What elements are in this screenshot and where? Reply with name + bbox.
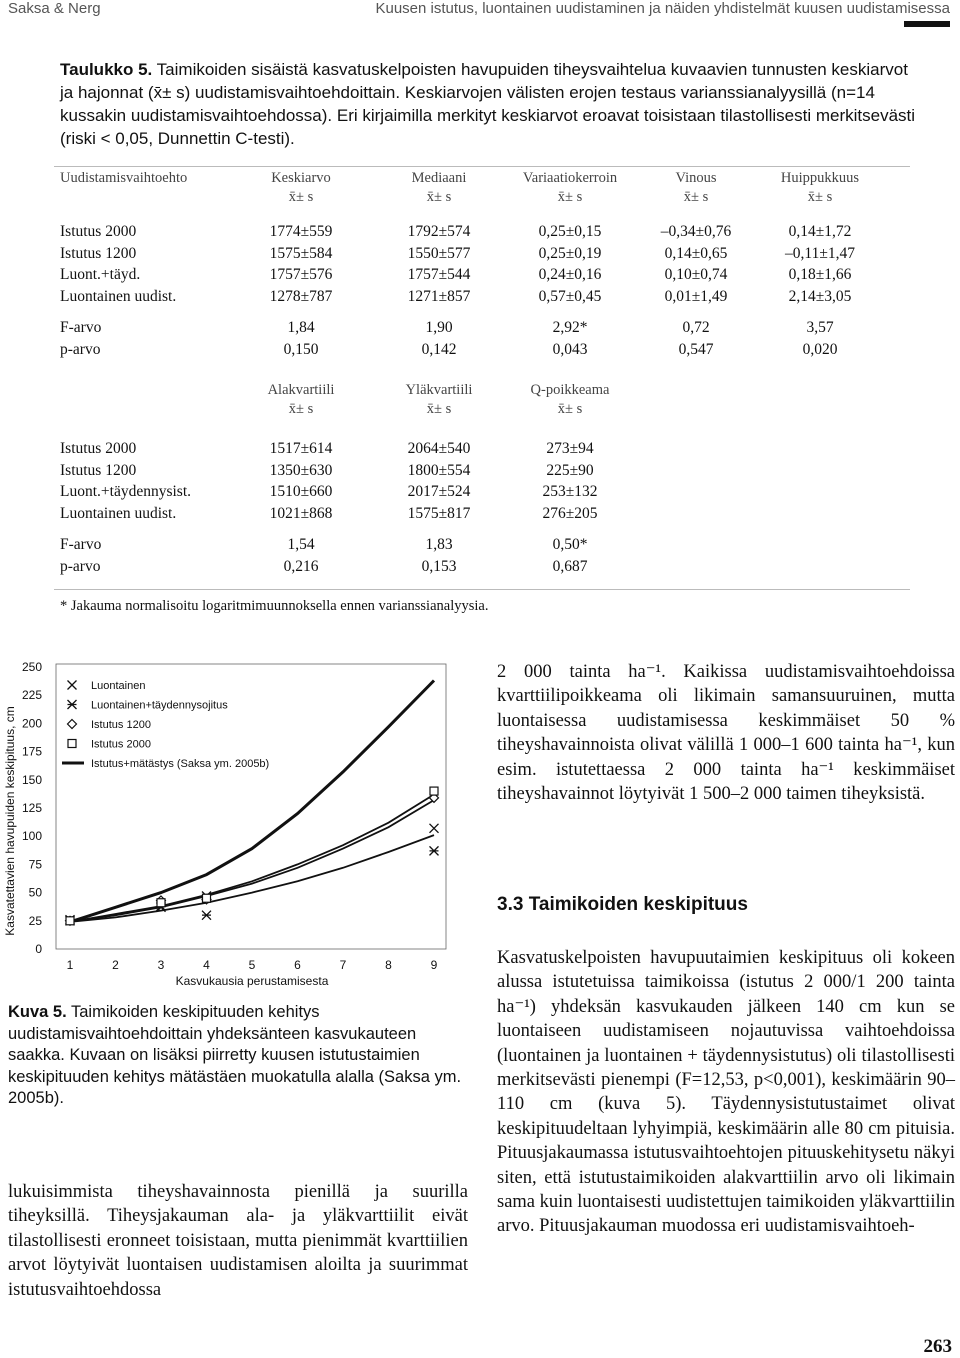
table-cell: 1517±614: [269, 440, 333, 457]
table-cell: 0,72: [682, 319, 710, 336]
table-cell: 0,57±0,45: [538, 287, 602, 305]
y-tick-label: 0: [35, 942, 42, 956]
table-row: [60, 243, 880, 265]
table-row: [60, 221, 880, 243]
table-cell: Istutus 2000: [60, 440, 137, 457]
table-row: [60, 481, 632, 503]
table-cell: Luont.+täydennysist.: [60, 483, 192, 500]
table-cell: 0,020: [802, 340, 838, 358]
page-number: 263: [923, 1336, 952, 1357]
data-point-square: [430, 787, 438, 795]
table-cell: 1510±660: [269, 483, 333, 500]
table-2: [60, 381, 632, 577]
table-cell: –0,34±0,76: [660, 223, 732, 240]
x-tick-label: 1: [66, 958, 74, 972]
table-caption-label: Taulukko 5.: [60, 60, 153, 79]
y-axis-label: Kasvatettavien havupuiden keskipituus, cm: [3, 706, 17, 936]
section-title: 3.3 Taimikoiden keskipituus: [497, 894, 748, 915]
table-caption: [60, 58, 920, 150]
body-text-right-1: 2 000 tainta ha⁻¹. Kaikissa uudistamisvaihtoehdoissa kvarttiilipoikkeama oli likimain samansuuruinen, mutta luontaisessa uudistamisessa keskimmäiset 50 % tiheyshavainnoista olivat välillä 1 000–1 600 tainta ha⁻¹, kun esim. istutettaessa 2 000 tainta ha⁻¹ keskimmäiset tiheyshavainnot löytyivät 1 500–2 000 taimen tiheyksistä.: [497, 662, 955, 805]
table-row: [60, 286, 880, 308]
data-point-square: [157, 899, 165, 907]
table-cell: 1792±574: [407, 223, 471, 240]
data-point-star: [68, 700, 77, 709]
y-tick-label: 50: [28, 885, 42, 900]
table-cell: 0,216: [283, 557, 319, 575]
table-1-subheader: x̄± s: [683, 189, 709, 205]
table-cell: 2,92*: [552, 319, 588, 336]
table-cell: 1757±544: [407, 266, 471, 283]
table-cell: Istutus 2000: [60, 223, 137, 240]
table-cell: 1774±559: [269, 223, 333, 240]
x-axis-label: Kasvukausia perustamisesta: [175, 974, 329, 988]
figure-caption-text: Taimikoiden keskipituuden kehitys uudistamisvaihtoehdoittain yhdeksänteen kasvukauteen saakka. Kuvaan on lisäksi piirretty kuusen istutustaimien keskipituuden kehitys mätästäen muokatulla alalla (Saksa ym. 2005b).: [8, 1003, 462, 1107]
data-point-square: [203, 894, 211, 902]
table-cell: 2,14±3,05: [788, 287, 852, 305]
table-cell: 0,24±0,16: [538, 266, 602, 283]
table-1-subheader: x̄± s: [288, 189, 314, 205]
running-header-title: Kuusen istutus, luontainen uudistaminen ja näiden yhdistelmät kuusen uudistamisessa: [375, 0, 950, 17]
table-cell: 0,01±1,49: [664, 287, 728, 305]
table-cell: 1350±630: [269, 461, 333, 479]
table-cell: Istutus 1200: [60, 461, 137, 479]
table-1-subheader: x̄± s: [426, 189, 452, 205]
table-row: [60, 503, 632, 525]
data-point-x: [68, 681, 77, 690]
legend-label: Luontainen: [91, 680, 146, 692]
body-text-right-2: Kasvatuskelpoisten havupuutaimien keskipituus oli kokeen alussa istutetuissa taimikoissa (istutus 2 000/1 200 tainta ha⁻¹) yhdeksän kasvukauden jälkeen 140 cm kun se luontaiseen uudistamiseen nojautuvissa vaihtoehdoissa (luontainen ja luontainen + täydennysistutus) oli tilastollisesti merkitsevästi pienempi (F=12,53, p<0,001), keskimäärin 90–110 cm (kuva 5). Täydennysistutustaimet olivat keskipituudeltaan lyhyimpiä, keskimäärin alle 80 cm pituisia. Pituusjakaumassa istutusvaihtoehtojen pituuskehitysetu näkyi siten, että istutustaimikoiden alakvarttiilin arvo oli likimain sama kuin luontaisesti uudistettujen taimikoiden yläkvarttiilin arvo. Pituusjakauman muodossa eri uudistamisvaihtoeh-: [497, 948, 955, 1237]
table-cell: 0,14±0,65: [664, 244, 728, 262]
table-1-header: Vinous: [675, 170, 717, 186]
table-cell: 0,25±0,15: [538, 223, 602, 240]
x-tick-label: 5: [248, 958, 256, 972]
x-tick-label: 9: [430, 958, 438, 972]
legend-label: Istutus 1200: [91, 719, 151, 731]
table-cell: 276±205: [542, 504, 598, 522]
body-text-left: lukuisimmista tiheyshavainnosta pienillä ja suurilla tiheyksillä. Tiheysjakauman ala- ja yläkvarttiilit eivät tilastollisesti eronneet toisistaan, mutta pienimmät kvarttiilien arvot löytyivät luontaisen uudistamisen aloilta ja suurimmat istutusvaihtoehdossa: [8, 1182, 468, 1300]
table-stat-row: [60, 556, 632, 578]
data-point-diamond: [68, 720, 77, 729]
figure-caption: [8, 1002, 468, 1110]
table-cell: 1278±787: [269, 287, 333, 305]
table-cell: 0,547: [678, 340, 714, 358]
table-cell: 273±94: [546, 440, 594, 457]
table-cell: 0,153: [421, 557, 457, 575]
table-1-subheader: [60, 188, 232, 207]
table-cell: 0,25±0,19: [538, 244, 602, 262]
table-cell: 1,90: [425, 319, 453, 336]
series-line-reference: [70, 681, 434, 922]
data-point-square: [66, 917, 74, 925]
y-tick-label: 175: [21, 744, 42, 759]
y-tick-label: 150: [21, 772, 42, 787]
x-tick-label: 4: [203, 958, 210, 972]
table-cell: 1800±554: [407, 461, 471, 479]
table-1-subheader: x̄± s: [807, 189, 833, 205]
table-1-subheader: x̄± s: [557, 189, 583, 205]
table-cell: 1,83: [425, 536, 453, 553]
data-point-star: [430, 846, 439, 855]
x-tick-label: 8: [385, 958, 392, 972]
table-2-header: Yläkvartiili: [405, 382, 473, 398]
table-cell: 2064±540: [407, 440, 471, 457]
table-cell: 0,142: [421, 340, 457, 358]
y-tick-label: 75: [28, 857, 42, 872]
table-cell: Luont.+täyd.: [60, 266, 141, 283]
table-cell: 1575±584: [269, 244, 333, 262]
data-point-x: [430, 824, 439, 833]
table-2-header: Alakvartiili: [267, 382, 335, 398]
legend-label: Istutus+mätästys (Saksa ym. 2005b): [91, 758, 270, 770]
table-stat-row: [60, 534, 632, 556]
table-bottom-rule: [54, 589, 910, 590]
table-stat-row: [60, 317, 880, 339]
table-caption-text: Taimikoiden sisäistä kasvatuskelpoisten havupuiden tiheysvaihtelua kuvaavien tunnusten keskiarvot ja hajonnat (x̄± s) uudistamisvaihtoehdoittain. Keskiarvojen välisten erojen testaus varianssianalyysillä (n=14 kussakin uudistamisvaihtoehdossa). Eri kirjaimilla merkityt keskiarvot eroavat toisistaan tilastollisesti merkitsevästi (riski < 0,05, Dunnettin C-testi).: [60, 60, 916, 148]
x-tick-label: 3: [157, 958, 165, 972]
table-1-header-row: [60, 169, 880, 188]
height-chart: [0, 650, 470, 995]
table-cell: 0,687: [552, 557, 588, 575]
table-2-subheader: [60, 400, 232, 419]
table-1-header: Mediaani: [411, 170, 467, 186]
table-row: [60, 264, 880, 286]
y-tick-label: 200: [21, 716, 42, 731]
x-tick-label: 7: [339, 958, 347, 972]
table-2-header: Q-poikkeama: [530, 382, 610, 398]
table-cell: 2017±524: [407, 483, 471, 500]
table-cell: 1021±868: [269, 504, 333, 522]
table-cell: F-arvo: [60, 536, 102, 553]
table-cell: 0,10±0,74: [664, 266, 728, 283]
table-top-rule: [54, 166, 910, 167]
table-cell: 225±90: [546, 461, 594, 479]
table-2-subheader: x̄± s: [288, 401, 314, 417]
y-tick-label: 225: [21, 688, 42, 703]
table-cell: Luontainen uudist.: [60, 287, 177, 305]
table-cell: 1271±857: [407, 287, 471, 305]
table-cell: 1575±817: [407, 504, 471, 522]
table-footnote: * Jakauma normalisoitu logaritmimuunnoksella ennen varianssianalyysia.: [60, 598, 489, 614]
table-2-header-row: [60, 381, 632, 400]
table-1-subheader-row: [60, 188, 880, 207]
table-cell: 0,043: [552, 340, 588, 358]
header-bar: [904, 21, 950, 27]
table-stat-row: [60, 339, 880, 361]
table-cell: 1550±577: [407, 244, 471, 262]
table-cell: 253±132: [542, 483, 598, 500]
table-cell: –0,11±1,47: [785, 244, 855, 262]
table-2-header: [60, 381, 232, 400]
table-1: [60, 169, 880, 360]
table-cell: p-arvo: [60, 557, 101, 575]
table-cell: 0,50*: [552, 536, 588, 553]
y-tick-label: 25: [28, 913, 42, 928]
table-2-subheader: x̄± s: [426, 401, 452, 417]
running-header-authors: Saksa & Nerg: [8, 0, 101, 17]
table-cell: 1,84: [287, 319, 315, 336]
legend-label: Luontainen+täydennysojitus: [91, 699, 228, 712]
table-cell: p-arvo: [60, 340, 101, 358]
table-2-subheader: x̄± s: [557, 401, 583, 417]
table-cell: 3,57: [806, 319, 834, 336]
table-cell: 1757±576: [269, 266, 333, 283]
table-2-subheader-row: [60, 400, 632, 419]
legend-label: Istutus 2000: [91, 738, 151, 751]
table-cell: Istutus 1200: [60, 244, 137, 262]
table-cell: 0,150: [283, 340, 319, 358]
table-1-header: Huippukkuus: [780, 170, 860, 186]
y-tick-label: 250: [21, 660, 42, 674]
table-cell: 0,18±1,66: [788, 266, 852, 283]
table-1-header: Variaatiokerroin: [522, 170, 618, 186]
data-point-star: [202, 911, 211, 920]
figure-caption-label: Kuva 5.: [8, 1003, 67, 1021]
x-tick-label: 2: [112, 958, 119, 972]
x-tick-label: 6: [294, 958, 301, 972]
table-cell: 0,14±1,72: [788, 223, 852, 240]
table-1-header: Keskiarvo: [271, 170, 331, 186]
table-cell: F-arvo: [60, 319, 102, 336]
y-tick-label: 125: [21, 801, 42, 815]
table-row: [60, 460, 632, 482]
table-cell: 1,54: [287, 536, 315, 553]
table-row: [60, 438, 632, 460]
table-cell: Luontainen uudist.: [60, 504, 177, 522]
table-1-header: Uudistamisvaihtoehto: [60, 170, 188, 186]
y-tick-label: 100: [21, 829, 42, 844]
data-point-square: [68, 740, 76, 748]
